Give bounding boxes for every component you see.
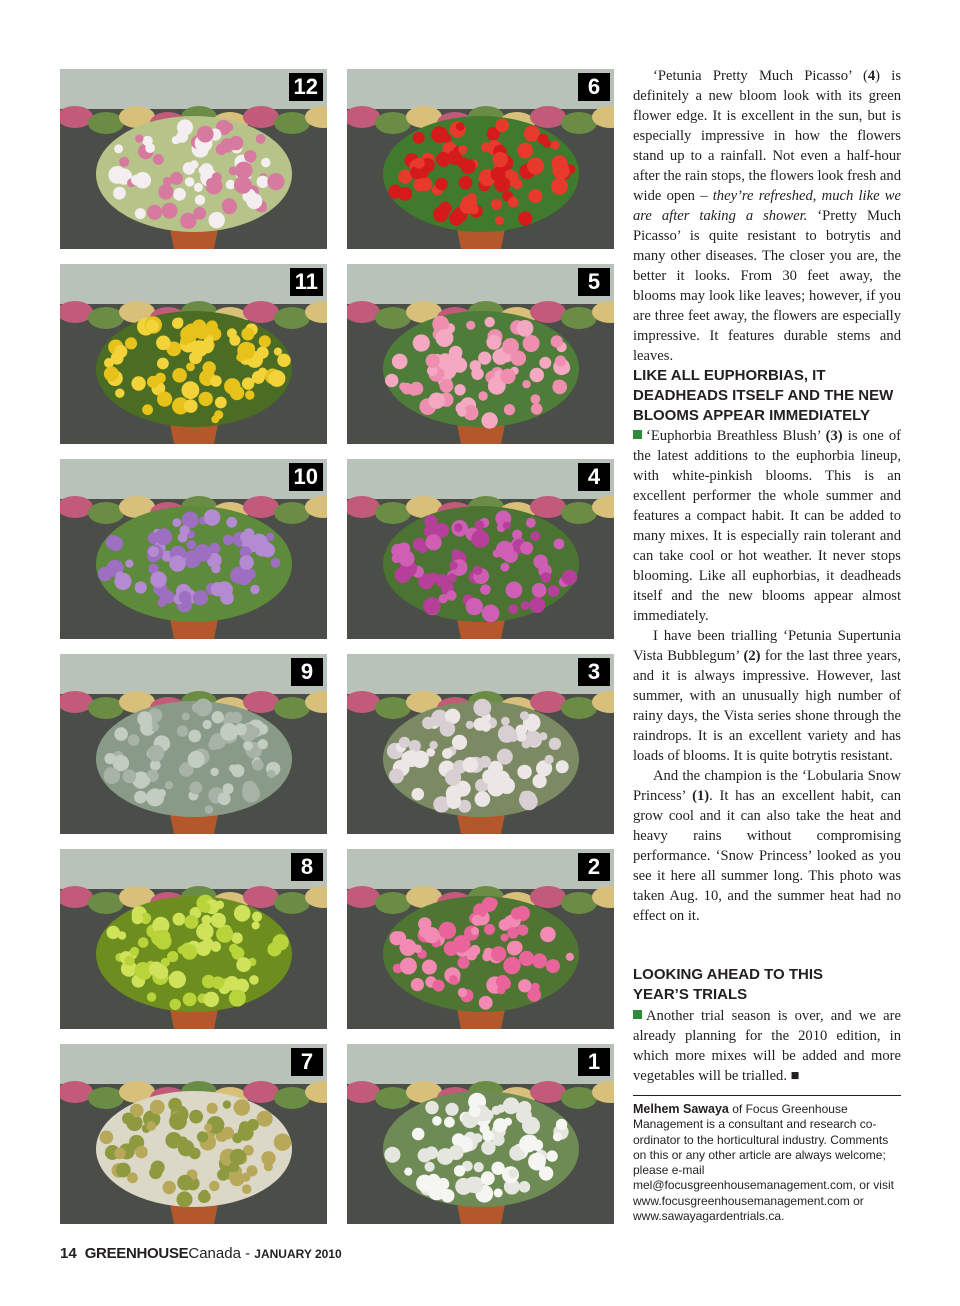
page-number: 14 <box>60 1245 77 1262</box>
photo-number-badge: 2 <box>578 853 610 881</box>
issue-date: JANUARY 2010 <box>254 1247 342 1261</box>
photo-number-badge: 7 <box>291 1048 323 1076</box>
author-bio: Melhem Sawaya of Focus Greenhouse Management is a consultant and research co-ordinator to the horticultural industry. Comments on this or any other article are always welcome; please e-mail mel@focusgreenhousemanagement.com, or visit www.focusgreenhousemanagement.com or www.sawayagardentrials.ca. <box>633 1102 894 1224</box>
photo-white-mixed <box>60 69 327 249</box>
photo-number-badge: 1 <box>578 1048 610 1076</box>
intro-paragraph: ‘Petunia Pretty Much Picasso’ (4) is definitely a new bloom look with its green flower edge. It is excellent in the sun, but is especially impressive in how the flowers stand up to a rainfall. Not even a half-hour after the rain stops, the flowers look fresh and wide open – they’re refreshed, much like we are after taking a shower. ‘Pretty Much Picasso’ is quite resistant to botrytis and many other diseases. The closer you are, the better it looks. From 30 feet away, the blooms may look like leaves; however, if you are three feet away, the flowers are especially impressive. It features durable stems and leaves. <box>633 68 901 364</box>
photo-number-badge: 8 <box>291 853 323 881</box>
magazine-name-suffix: Canada <box>188 1245 241 1262</box>
photo-silver-foliage <box>60 654 327 834</box>
page-footer: 14 GREENHOUSECanada - JANUARY 2010 <box>60 1245 342 1262</box>
euphorbia-section: ‘Euphorbia Breathless Blush’ (3) is one of the latest additions to the euphorbia lineup, with white-pinkish blooms. This is an excellent performer the whole summer and features a compact habit. It can be added to many mixes. It is especially rain tolerant and can take cool or hot weather. It never stops blooming. Like all euphorbias, it deadheads itself and the new blooms appear almost immediately. I have been trialling ‘Petunia Supertunia Vista Bubblegum’ (2) for the last three years, and it is always impressive. However, last summer, with an unusually high number of rainy days, the Vista series shone through the raindrops. It is an excellent variety and has loads of blooms. It is quite botrytis resistant. And the champion is the ‘Lobularia Snow Princess’ (1). It has an excellent habit, can grow cool and it can also take the heat and heavy rains without compromising performance. ‘Snow Princess’ looked as you see it here all summer long. This photo was taken Aug. 10, and the summer heat had no effect on it. <box>633 428 901 924</box>
section-heading-euphorbia: LIKE ALL EUPHORBIAS, IT DEADHEADS ITSELF AND THE NEW BLOOMS APPEAR IMMEDIATELY <box>633 367 894 424</box>
section-heading-looking-ahead: LOOKING AHEAD TO THIS YEAR’S TRIALS <box>633 966 824 1003</box>
photo-number-badge: 9 <box>291 658 323 686</box>
magazine-name: GREENHOUSE <box>84 1245 189 1262</box>
photo-number-badge: 6 <box>578 73 610 101</box>
photo-magenta-petunia <box>347 459 614 639</box>
photo-yellow-mound <box>60 264 327 444</box>
photo-number-badge: 3 <box>578 658 610 686</box>
bio-divider <box>633 1095 901 1096</box>
photo-pink-petunia <box>347 849 614 1029</box>
photo-number-badge: 10 <box>289 463 323 491</box>
photo-purple-spike <box>60 459 327 639</box>
photo-number-badge: 12 <box>289 73 323 101</box>
bullet-square <box>633 430 642 439</box>
looking-ahead-paragraph: Another trial season is over, and we are already planning for the 2010 edition, in which more mixes will be added and more vegetables will be trialled. ■ <box>633 1008 901 1084</box>
photo-lime-foliage <box>60 849 327 1029</box>
photo-red-geranium <box>347 69 614 249</box>
bullet-square <box>633 1010 642 1019</box>
photo-white-blush <box>347 654 614 834</box>
photo-white-lobularia <box>347 1044 614 1224</box>
photo-papyrus <box>60 1044 327 1224</box>
photo-number-badge: 5 <box>578 268 610 296</box>
photo-number-badge: 4 <box>578 463 610 491</box>
photo-number-badge: 11 <box>290 268 323 296</box>
photo-pink-geranium <box>347 264 614 444</box>
